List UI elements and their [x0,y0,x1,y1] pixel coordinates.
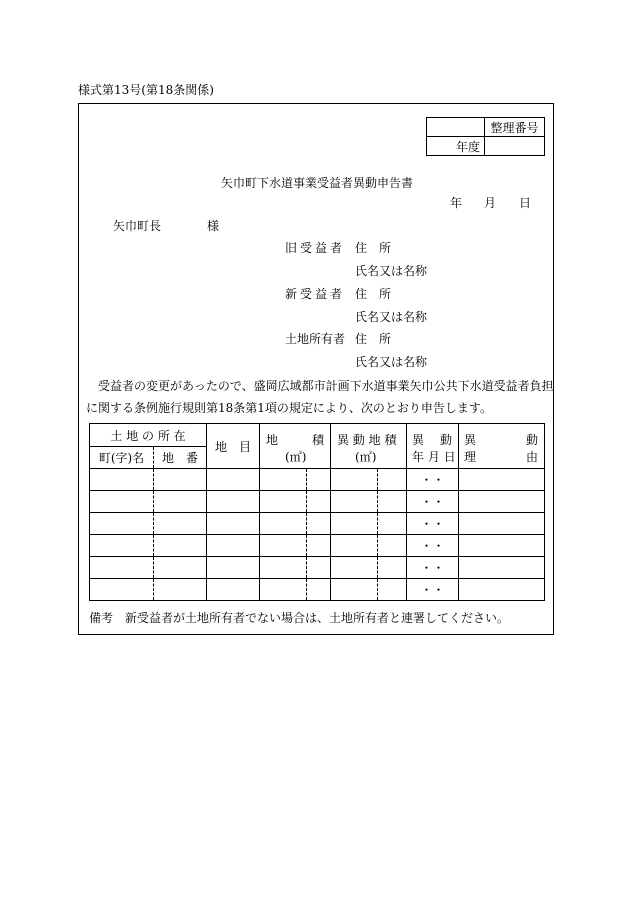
area-unit: (㎡) [285,450,307,464]
date-dots: ・・ [420,517,445,531]
chimoku-cell[interactable] [207,513,260,535]
town-cell[interactable] [90,491,154,513]
area-decimal-cell[interactable] [307,535,331,557]
table-row [90,535,545,557]
nendo-label: 年度 [427,137,485,156]
table-row [90,491,545,513]
old-beneficiary-address-label: 住 所 [355,241,392,255]
lot-cell[interactable] [154,579,207,601]
change-area-cell[interactable] [331,513,378,535]
lot-cell[interactable] [154,513,207,535]
reference-number-box [426,117,545,156]
date-day-label: 日 [519,196,532,210]
seiri-bango-label: 整理番号 [485,118,545,137]
landowner-label: 土地所有者 [285,332,346,346]
lot-header: 地 番 [154,447,207,469]
body-text-line-2: に関する条例施行規則第18条第1項の規定により、次のとおり申告します。 [86,401,492,415]
area-header [260,424,331,469]
table-row [90,579,545,601]
reason-cell[interactable] [459,579,545,601]
addressee-name: 矢巾町長 [113,219,162,233]
area-header-char-1: 地 [266,433,279,447]
area-decimal-cell[interactable] [307,513,331,535]
town-header: 町(字)名 [90,447,154,469]
reason-char-3: 理 [464,450,477,464]
body-text-line-1: 受益者の変更があったので、盛岡広域都市計画下水道事業矢巾公共下水道受益者負担 [98,379,554,393]
reason-cell[interactable] [459,469,545,491]
area-cell[interactable] [260,491,307,513]
date-year-label: 年 [450,196,463,210]
reason-cell[interactable] [459,557,545,579]
change-date-char-2: 動 [440,433,453,447]
new-beneficiary-name-label: 氏名又は名称 [355,310,428,324]
change-area-decimal-cell[interactable] [378,557,407,579]
land-change-table [89,423,545,601]
remarks-note: 備考 新受益者が土地所有者でない場合は、土地所有者と連署してください。 [89,611,510,625]
table-row [90,513,545,535]
change-area-unit: (㎡) [355,450,377,464]
table-body [90,469,545,601]
change-area-decimal-cell[interactable] [378,491,407,513]
landowner-name-label: 氏名又は名称 [355,355,428,369]
reason-cell[interactable] [459,513,545,535]
change-area-cell[interactable] [331,557,378,579]
change-reason-header [459,424,545,469]
area-header-char-2: 積 [312,433,325,447]
town-cell[interactable] [90,557,154,579]
landowner-address-label: 住 所 [355,332,392,346]
change-date-cell[interactable] [407,579,459,601]
lot-cell[interactable] [154,557,207,579]
new-beneficiary-address-label: 住 所 [355,287,392,301]
date-dots: ・・ [420,495,445,509]
change-date-cell[interactable] [407,513,459,535]
town-cell[interactable] [90,535,154,557]
area-decimal-cell[interactable] [307,557,331,579]
change-area-cell[interactable] [331,579,378,601]
change-area-decimal-cell[interactable] [378,535,407,557]
area-cell[interactable] [260,535,307,557]
lot-cell[interactable] [154,469,207,491]
area-cell[interactable] [260,579,307,601]
change-date-cell[interactable] [407,491,459,513]
area-cell[interactable] [260,557,307,579]
change-area-decimal-cell[interactable] [378,469,407,491]
chimoku-header: 地 目 [207,424,260,469]
change-date-cell[interactable] [407,535,459,557]
change-area-header [331,424,407,469]
old-beneficiary-label: 旧受益者 [285,241,346,255]
reason-cell[interactable] [459,535,545,557]
date-dots: ・・ [420,561,445,575]
reason-char-2: 動 [526,433,539,447]
change-date-label: 年 月 日 [412,450,456,464]
table-row [90,469,545,491]
change-area-cell[interactable] [331,535,378,557]
table-row [90,557,545,579]
chimoku-cell[interactable] [207,469,260,491]
change-area-cell[interactable] [331,469,378,491]
reason-cell[interactable] [459,491,545,513]
chimoku-cell[interactable] [207,557,260,579]
area-decimal-cell[interactable] [307,491,331,513]
reason-char-1: 異 [464,433,477,447]
town-cell[interactable] [90,469,154,491]
town-cell[interactable] [90,579,154,601]
ref-blank-cell[interactable] [427,118,485,137]
date-dots: ・・ [420,539,445,553]
old-beneficiary-name-label: 氏名又は名称 [355,264,428,278]
area-decimal-cell[interactable] [307,469,331,491]
change-date-header [407,424,459,469]
change-area-decimal-cell[interactable] [378,513,407,535]
chimoku-cell[interactable] [207,579,260,601]
change-date-cell[interactable] [407,557,459,579]
change-area-label: 異 動 地 積 [337,433,397,447]
nendo-value-cell[interactable] [485,137,545,156]
lot-cell[interactable] [154,491,207,513]
form-title: 矢巾町下水道事業受益者異動申告書 [221,176,414,190]
new-beneficiary-label: 新受益者 [285,287,346,301]
addressee-honorific: 様 [207,219,220,233]
change-date-cell[interactable] [407,469,459,491]
area-cell[interactable] [260,513,307,535]
lot-cell[interactable] [154,535,207,557]
change-date-char-1: 異 [412,433,425,447]
date-month-label: 月 [484,196,497,210]
form-number-label: 様式第13号(第18条関係) [78,83,214,97]
area-decimal-cell[interactable] [307,579,331,601]
town-cell[interactable] [90,513,154,535]
date-dots: ・・ [420,583,445,597]
date-dots: ・・ [420,473,445,487]
change-area-decimal-cell[interactable] [378,579,407,601]
area-cell[interactable] [260,469,307,491]
location-header: 土 地 の 所 在 [90,424,207,447]
chimoku-cell[interactable] [207,535,260,557]
change-area-cell[interactable] [331,491,378,513]
reason-char-4: 由 [526,450,539,464]
chimoku-cell[interactable] [207,491,260,513]
